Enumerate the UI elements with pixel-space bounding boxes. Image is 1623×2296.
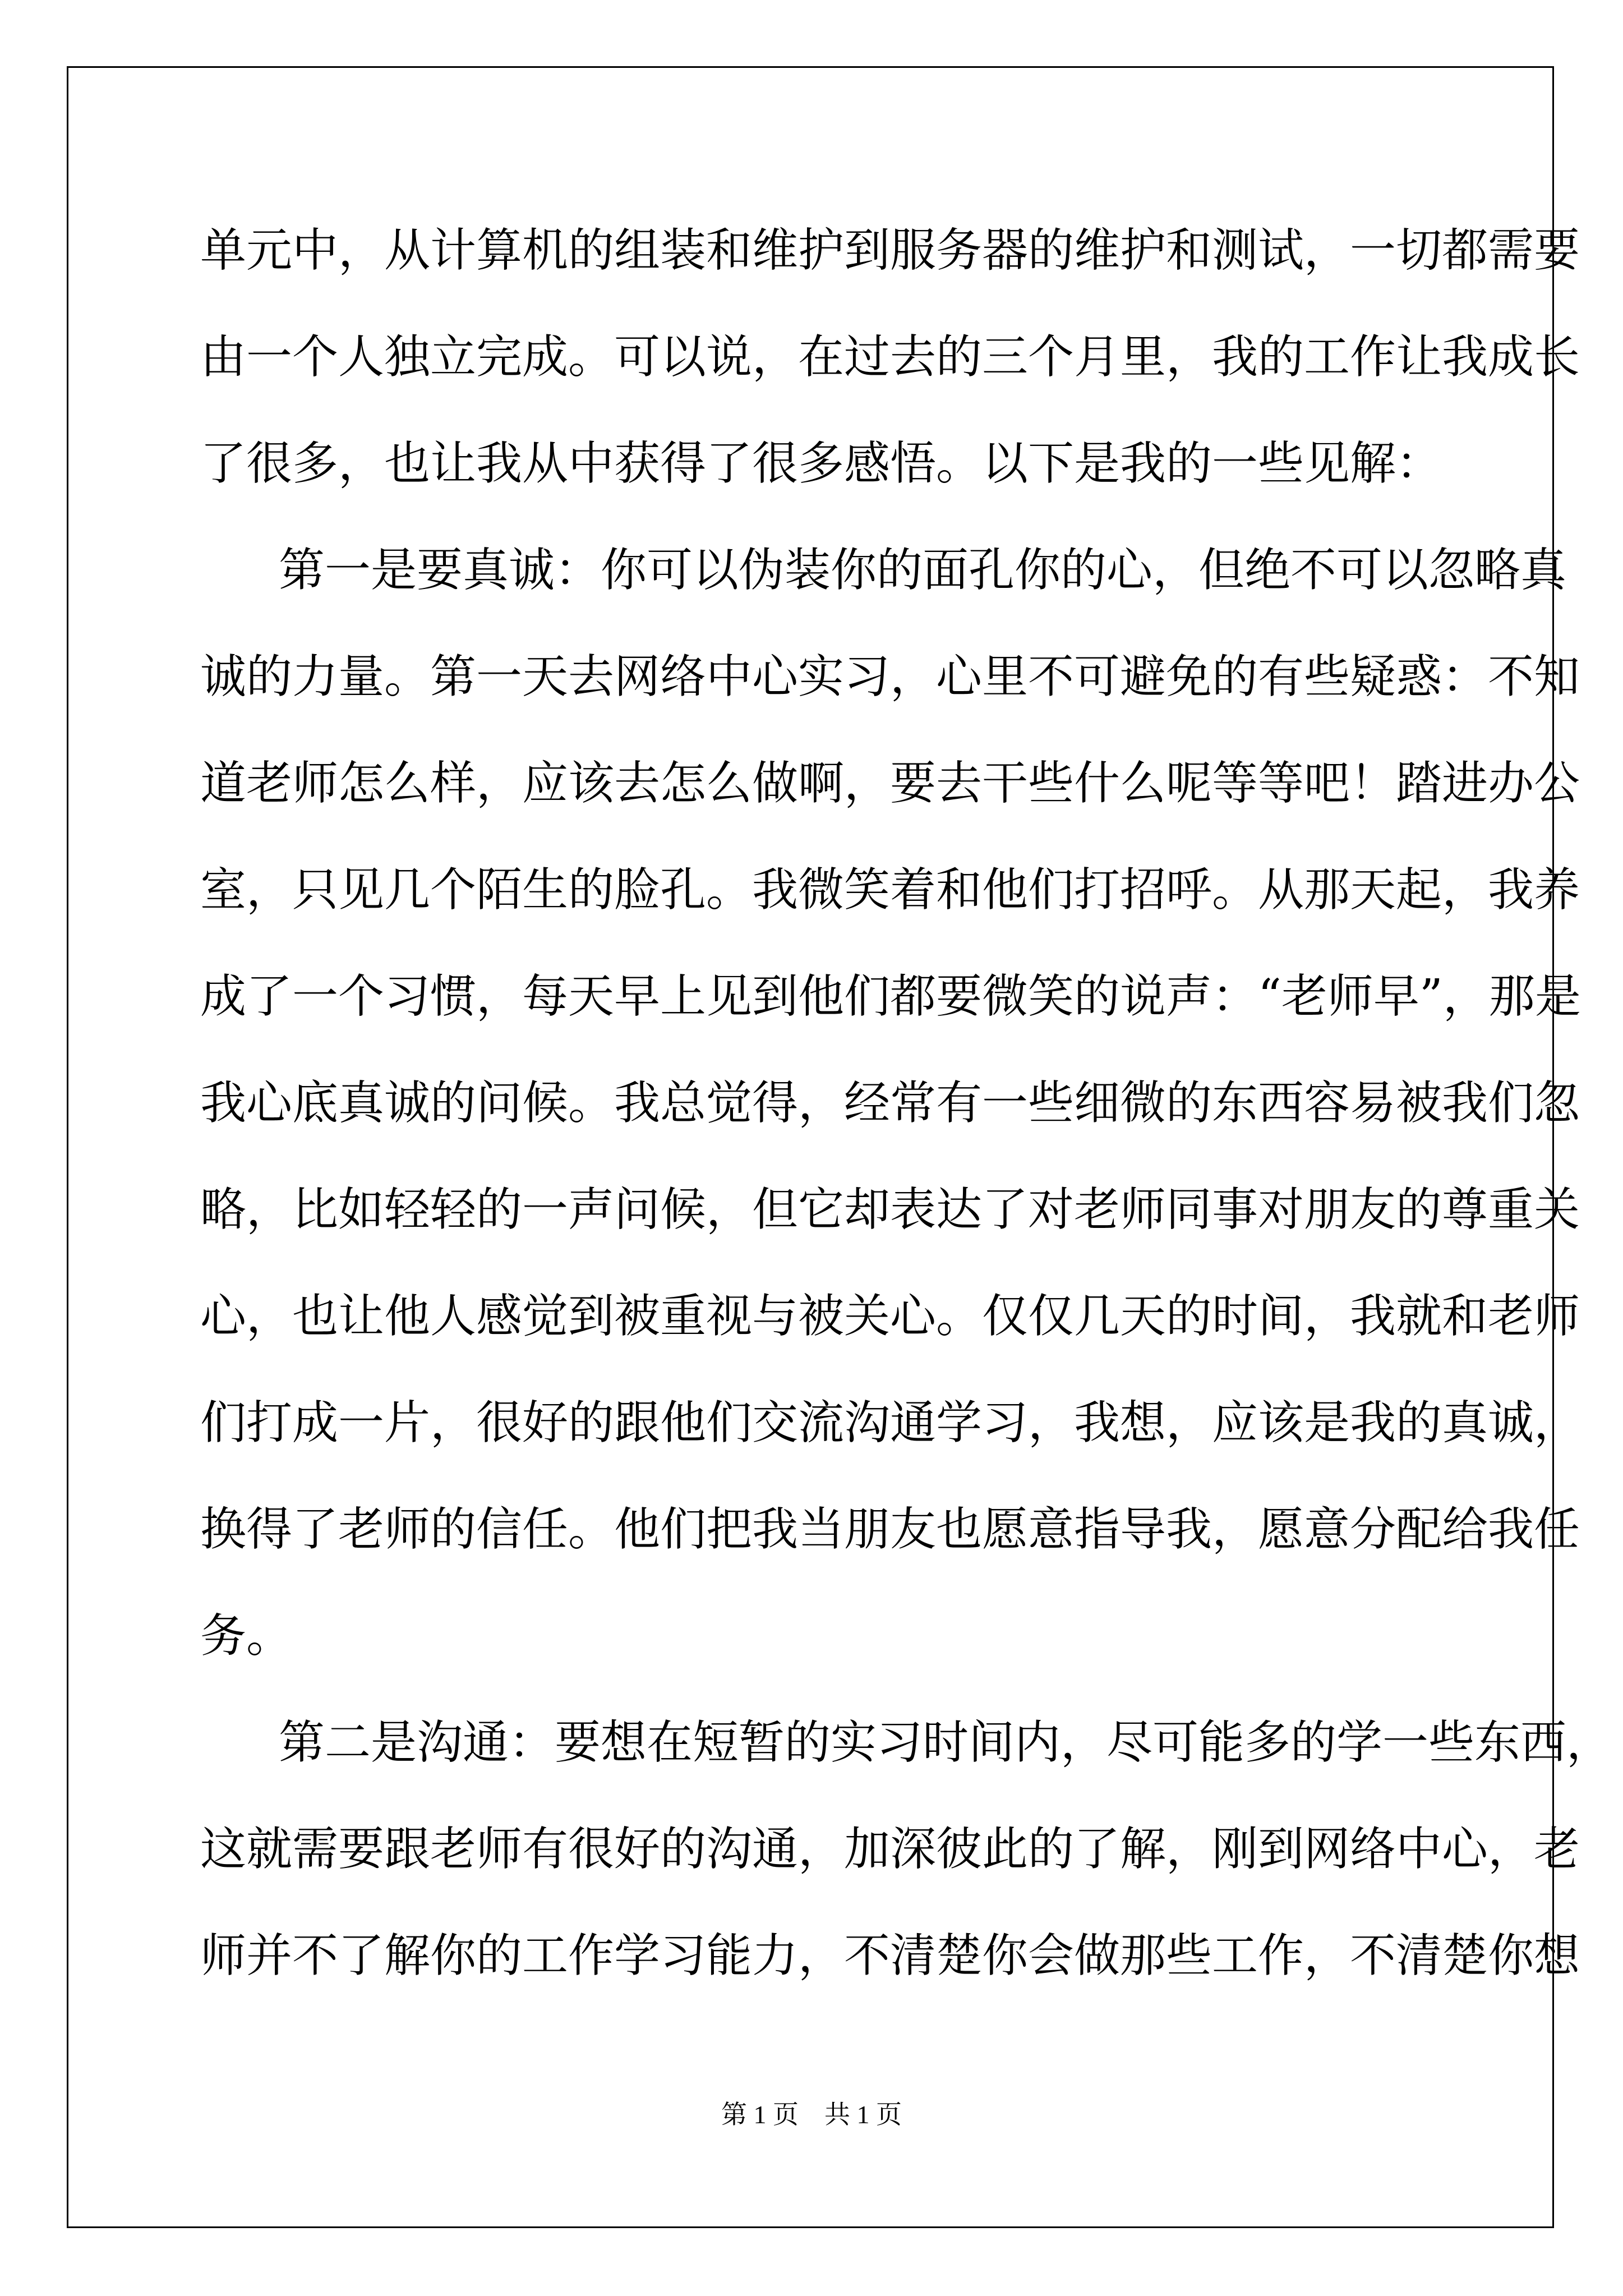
text-line: 我心底真诚的问候。我总觉得，经常有一些细微的东西容易被我们忽 [200, 1076, 1580, 1130]
paragraph-start-line: 第一是要真诚：你可以伪装你的面孔你的心，但绝不可以忽略真 [279, 544, 1567, 597]
paragraph-start-line: 第二是沟通：要想在短暂的实习时间内，尽可能多的学一些东西， [279, 1716, 1613, 1769]
text-line: 换得了老师的信任。他们把我当朋友也愿意指导我，愿意分配给我任 [200, 1503, 1580, 1556]
text-line: 略，比如轻轻的一声问候，但它却表达了对老师同事对朋友的尊重关 [200, 1183, 1580, 1236]
text-line: 诚的力量。第一天去网络中心实习，心里不可避免的有些疑惑：不知 [200, 650, 1580, 703]
page-number-footer: 第 1 页 共 1 页 [721, 2100, 902, 2129]
text-line: 们打成一片，很好的跟他们交流沟通学习，我想，应该是我的真诚， [200, 1396, 1580, 1450]
text-line: 由一个人独立完成。可以说，在过去的三个月里，我的工作让我成长 [200, 330, 1580, 384]
text-line: 道老师怎么样，应该去怎么做啊，要去干些什么呢等等吧！踏进办公 [200, 757, 1580, 810]
text-line: 心，也让他人感觉到被重视与被关心。仅仅几天的时间，我就和老师 [200, 1290, 1580, 1343]
text-line: 这就需要跟老师有很好的沟通，加深彼此的了解，刚到网络中心，老 [200, 1823, 1580, 1876]
document-body [200, 212, 1613, 2024]
text-line: 单元中，从计算机的组装和维护到服务器的维护和测试，一切都需要 [200, 224, 1580, 277]
text-line: 室，只见几个陌生的脸孔。我微笑着和他们打招呼。从那天起，我养 [200, 863, 1580, 917]
text-line: 师并不了解你的工作学习能力，不清楚你会做那些工作，不清楚你想 [200, 1929, 1580, 1982]
text-line: 成了一个习惯，每天早上见到他们都要微笑的说声：“老师早”，那是 [200, 970, 1581, 1023]
text-line: 了很多，也让我从中获得了很多感悟。以下是我的一些见解： [200, 437, 1442, 490]
text-line: 务。 [200, 1609, 293, 1663]
